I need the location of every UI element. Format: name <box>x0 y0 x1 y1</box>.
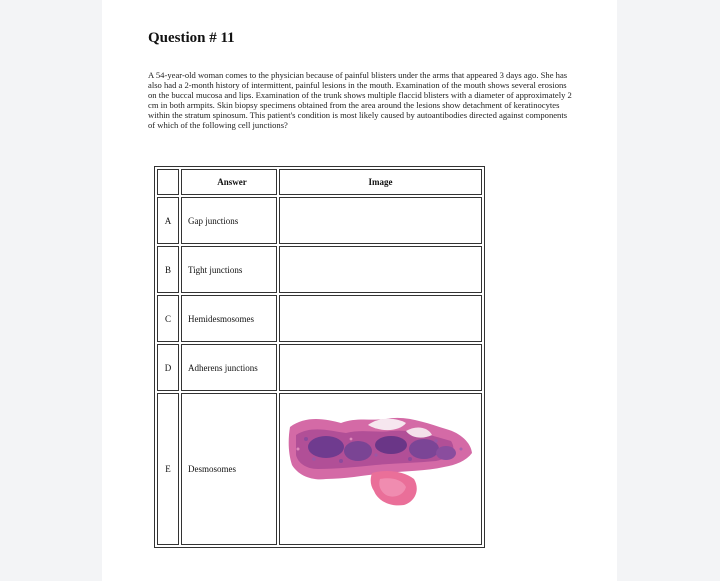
answer-row-e[interactable] <box>157 393 482 545</box>
answer-row-d[interactable] <box>157 344 482 391</box>
option-image-cell <box>279 393 482 545</box>
answer-table <box>154 166 485 548</box>
option-letter: B <box>157 246 179 293</box>
option-text[interactable]: Gap junctions <box>181 197 277 244</box>
table-header-row <box>157 169 482 195</box>
header-letter <box>157 169 179 195</box>
option-letter: C <box>157 295 179 342</box>
option-text[interactable]: Tight junctions <box>181 246 277 293</box>
header-image: Image <box>279 169 482 195</box>
option-image-cell <box>279 295 482 342</box>
option-image-cell <box>279 197 482 244</box>
option-text[interactable]: Hemidesmosomes <box>181 295 277 342</box>
option-image-cell <box>279 246 482 293</box>
answer-row-c[interactable] <box>157 295 482 342</box>
question-stem: A 54-year-old woman comes to the physician because of painful blisters under the arms that appeared 3 days ago. She has also had a 2-month history of intermittent, painful lesions in the mouth. Examination of the mouth shows several erosions on the buccal mucosa and lips. Examination of the trunk shows multiple flaccid blisters with a diameter of approximately 2 cm in both armpits. Skin biopsy specimens obtained from the area around the lesions show detachment of keratinocytes within the stratum spinosum. This patient's condition is most likely caused by autoantibodies directed against components of which of the following cell junctions? <box>148 70 572 130</box>
option-text[interactable]: Adherens junctions <box>181 344 277 391</box>
histology-image <box>286 409 476 529</box>
answer-row-a[interactable] <box>157 197 482 244</box>
option-letter: D <box>157 344 179 391</box>
option-image-cell <box>279 344 482 391</box>
document-page <box>102 0 617 581</box>
header-answer: Answer <box>181 169 277 195</box>
option-text[interactable]: Desmosomes <box>181 393 277 545</box>
option-letter: E <box>157 393 179 545</box>
answer-row-b[interactable] <box>157 246 482 293</box>
question-title: Question # 11 <box>148 30 235 46</box>
option-letter: A <box>157 197 179 244</box>
